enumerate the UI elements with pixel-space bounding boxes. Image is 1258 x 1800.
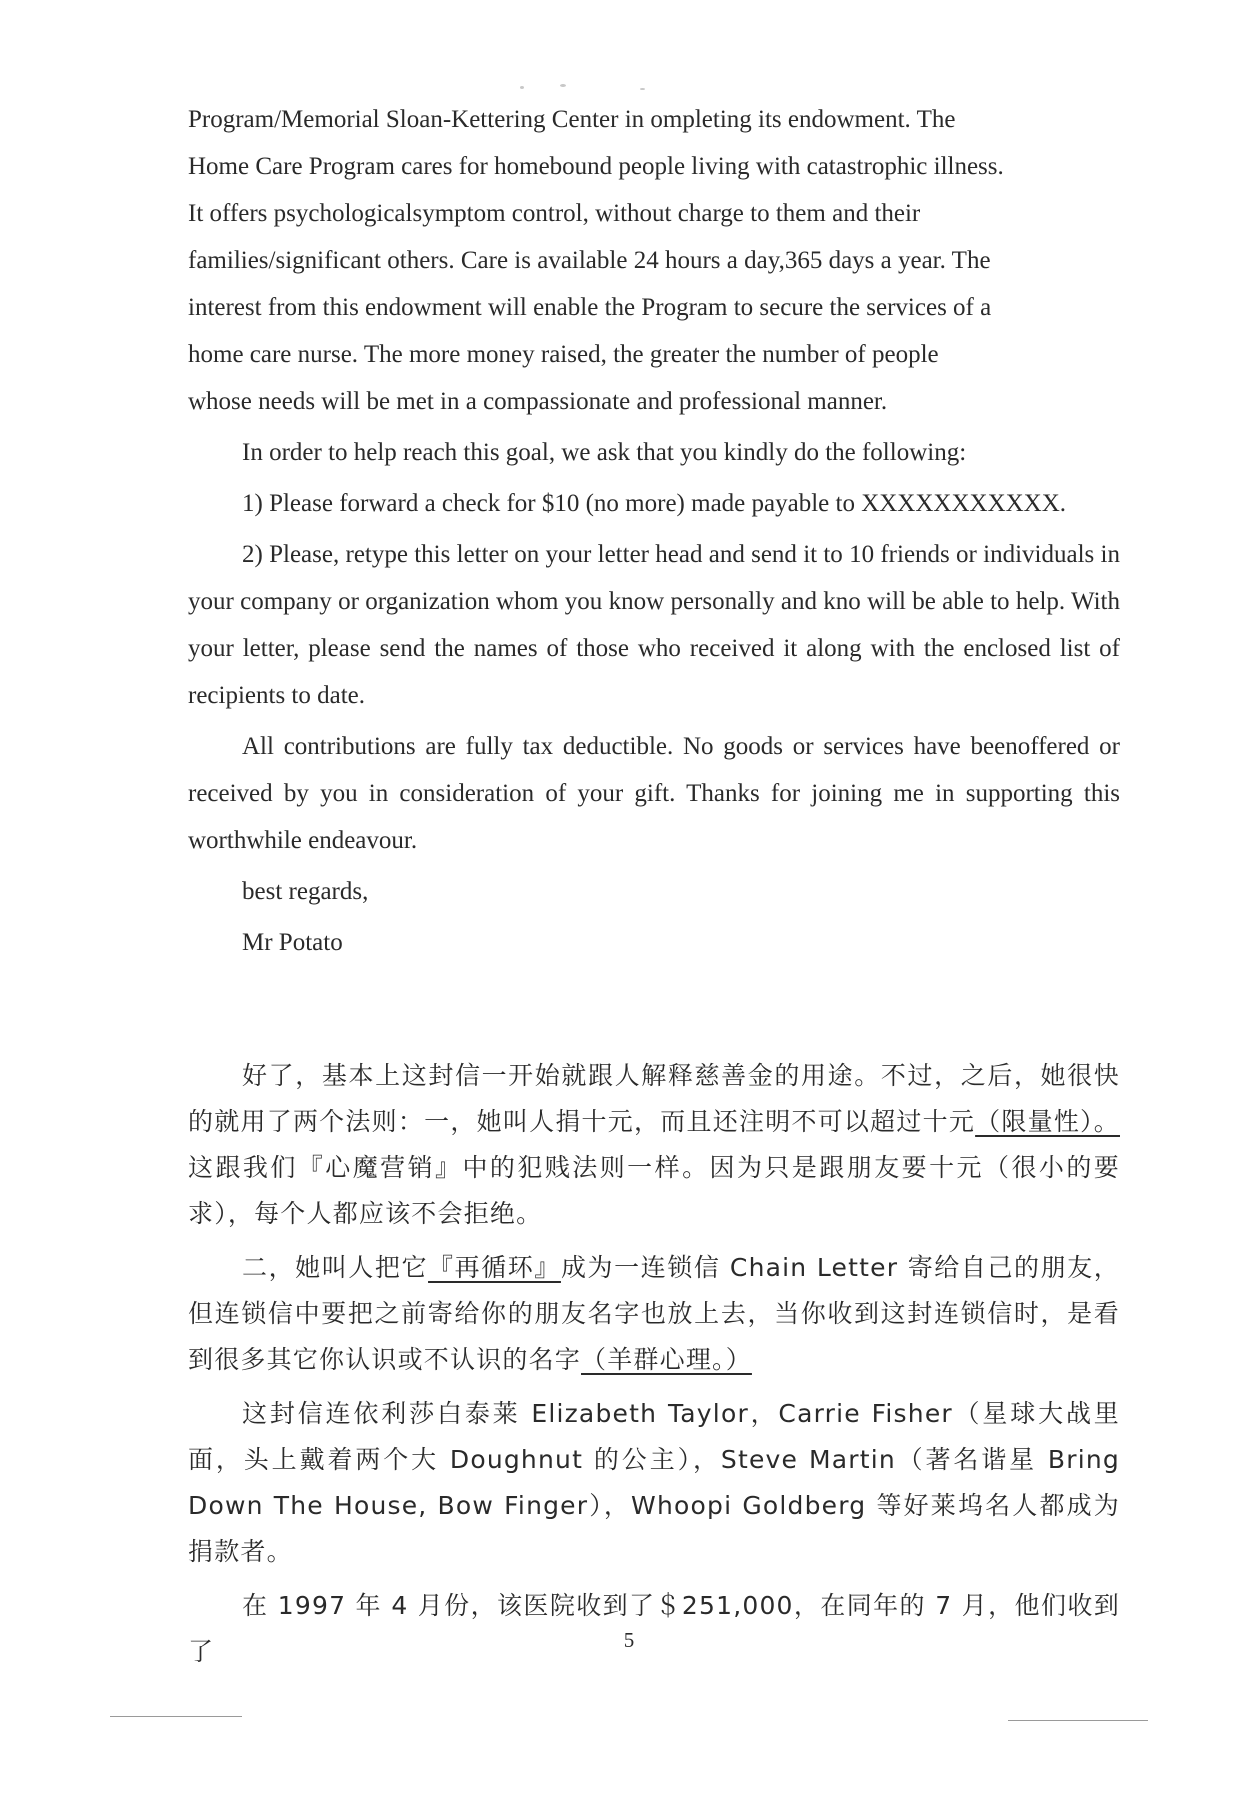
- scan-edge-mark-right: [1008, 1720, 1148, 1721]
- commentary-text: 这跟我们『心魔营销』中的犯贱法则一样。因为只是跟朋友要十元（很小的要求），每个人都应该不会拒绝。: [188, 1153, 1120, 1228]
- commentary-paragraph-1: [188, 1053, 1120, 1237]
- letter-line: whose needs will be met in a compassionate and professional manner.: [188, 388, 888, 415]
- letter-paragraph-3: 1) Please forward a check for $10 (no more) made payable to XXXXXXXXXXX.: [242, 490, 1067, 517]
- commentary-paragraph-4: 在 1997 年 4 月份，该医院收到了＄251,000，在同年的 7 月，他们收到了: [188, 1591, 1120, 1666]
- letter-line: It offers psychologicalsymptom control, without charge to them and their: [188, 200, 921, 227]
- scan-speck: [520, 86, 524, 89]
- commentary-paragraph-2: [188, 1245, 1120, 1383]
- letter-paragraph-1: [188, 96, 1120, 425]
- commentary-text: 好了，基本上这封信一开始就跟人解释慈善金的用途。不过，之后，她很快的就用了两个法则：一，她叫人捐十元，而且还注明不可以超过十元: [188, 1061, 1120, 1136]
- letter-paragraph-5: All contributions are fully tax deductible. No goods or services have beenoffered or received by you in consideration of your gift. Thanks for joining me in supporting this worthwhile endeavour.: [188, 733, 1120, 854]
- commentary-text: 二，她叫人把它: [242, 1253, 429, 1282]
- underlined-phrase: 『再循环』: [428, 1253, 561, 1282]
- underlined-phrase: （限量性）。: [975, 1107, 1120, 1136]
- commentary-paragraph-3: 这封信连依利莎白泰莱 Elizabeth Taylor，Carrie Fisher（星球大战里面，头上戴着两个大 Doughnut 的公主），Steve Martin（著名谐星 Bring Down The House, Bow Finger），Whoopi Goldberg 等好莱坞名人都成为捐款者。: [188, 1399, 1120, 1566]
- commentary-text: 成为一连锁信 Chain Letter 寄给自己的朋友，但连锁信中要把之前寄给你的朋友名字也放上去，当你收到这封连锁信时，是看到很多其它你认识或不认识的名字: [188, 1253, 1120, 1374]
- page-number: 5: [623, 1628, 635, 1652]
- scan-speck: [560, 84, 566, 87]
- letter-paragraph-4: 2) Please, retype this letter on your letter head and send it to 10 friends or individuals in your company or organization whom you know personally and kno will be able to help. With your letter, please send the names of those who received it along with the enclosed list of recipients to date.: [188, 541, 1120, 709]
- scan-speck: [640, 88, 645, 90]
- letter-line: Program/Memorial Sloan-Kettering Center in ompleting its endowment. The: [188, 106, 956, 133]
- letter-closing: best regards,: [242, 878, 369, 905]
- letter-body: [188, 96, 1120, 966]
- letter-signature: Mr Potato: [242, 929, 343, 956]
- scan-edge-mark-left: [110, 1716, 242, 1717]
- commentary-body: [188, 1053, 1120, 1675]
- letter-line: home care nurse. The more money raised, the greater the number of people: [188, 341, 939, 368]
- letter-line: interest from this endowment will enable the Program to secure the services of a: [188, 294, 992, 321]
- letter-paragraph-2: In order to help reach this goal, we ask that you kindly do the following:: [242, 439, 967, 466]
- underlined-phrase: （羊群心理。）: [581, 1345, 752, 1374]
- letter-line: Home Care Program cares for homebound people living with catastrophic illness.: [188, 153, 1004, 180]
- letter-line: families/significant others. Care is available 24 hours a day,365 days a year. The: [188, 247, 991, 274]
